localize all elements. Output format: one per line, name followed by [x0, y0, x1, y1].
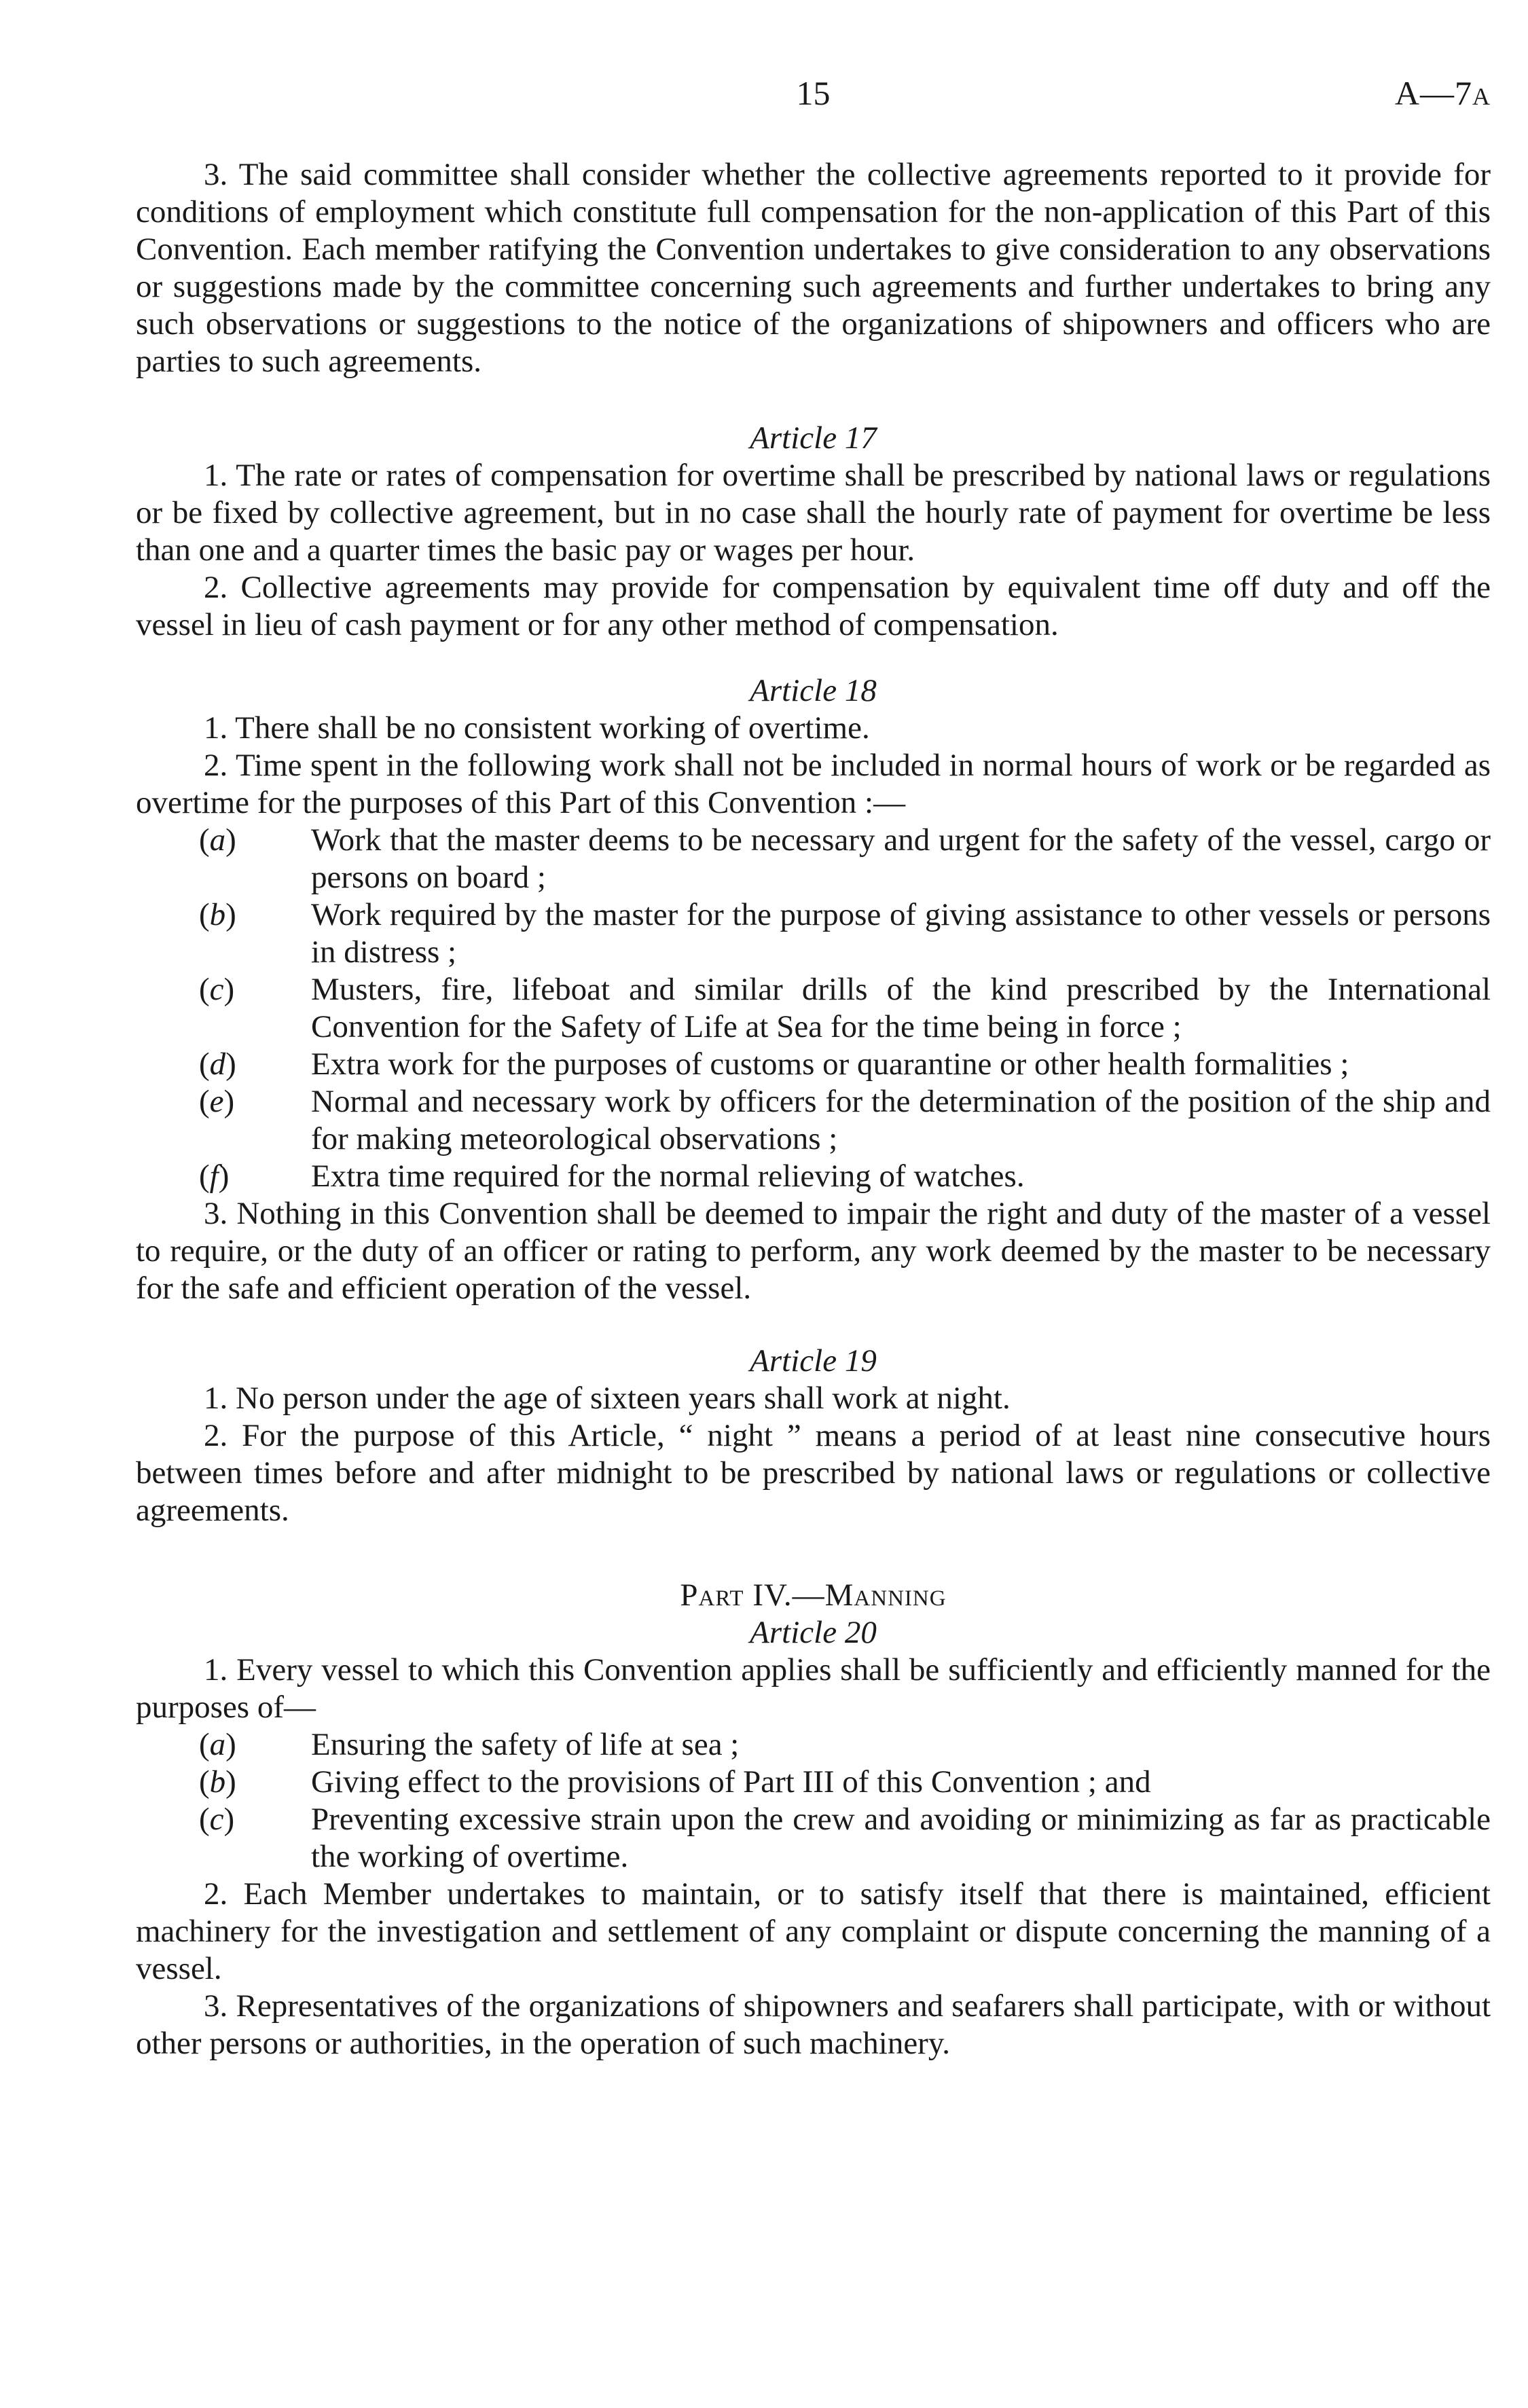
article-19-para-1: 1. No person under the age of sixteen years shall work at night. [204, 1381, 1011, 1416]
article-20-item-a: (a) Ensuring the safety of life at sea ; [199, 1727, 740, 1762]
item-label: e [209, 1084, 224, 1119]
article-20-item-c: (c) Preventing excessive strain upon the crew and avoiding or minimizing as far as practicable the working of overtime. [199, 1802, 1491, 1874]
doc-ref-suffix: A [1472, 83, 1491, 110]
item-label: f [209, 1159, 219, 1194]
article-17-para-2: 2. Collective agreements may provide for compensation by equivalent time off duty and off the vessel in lieu of cash payment or for any other method of compensation. [136, 570, 1491, 642]
item-label: c [209, 972, 224, 1007]
article-19-para-2: 2. For the purpose of this Article, “ night ” means a period of at least nine consecutive hours between times before and after midnight to be prescribed by national laws or regulations or collective agreements. [136, 1418, 1491, 1528]
article-18-item-c: (c) Musters, fire, lifeboat and similar drills of the kind prescribed by the International Convention for the Safety of Life at Sea for the time being in force ; [199, 972, 1491, 1044]
intro-paragraph: 3. The said committee shall consider whether the collective agreements reported to it provide for conditions of employment which constitute full compensation for the non-application of this Part of this Convention. Each member ratifying the Convention undertakes to give consideration to any observations or suggestions made by the committee concerning such agreements and further undertakes to bring any such observations or suggestions to the notice of the organizations of shipowners and officers who are parties to such agreements. [136, 157, 1491, 379]
item-text: Ensuring the safety of life at sea ; [311, 1727, 740, 1762]
article-18-heading: Article 18 [750, 673, 877, 708]
article-20-item-b: (b) Giving effect to the provisions of Part III of this Convention ; and [199, 1764, 1151, 1800]
article-18-item-b: (b) Work required by the master for the purpose of giving assistance to other vessels or persons in distress ; [199, 897, 1491, 970]
item-text: Work required by the master for the purpose of giving assistance to other vessels or persons in distress ; [311, 897, 1491, 970]
article-20-para-2: 2. Each Member undertakes to maintain, or to satisfy itself that there is maintained, efficient machinery for the investigation and settlement of any complaint or dispute concerning the manning of a vessel. [136, 1876, 1491, 1986]
article-18-para-3: 3. Nothing in this Convention shall be deemed to impair the right and duty of the master of a vessel to require, or the duty of an officer or rating to perform, any work deemed by the master to be necessary for the safe and efficient operation of the vessel. [136, 1196, 1491, 1306]
article-20-para-3: 3. Representatives of the organizations of shipowners and seafarers shall participate, with or without other persons or authorities, in the operation of such machinery. [136, 1988, 1491, 2061]
item-label: d [209, 1046, 226, 1082]
part-4-heading: Part IV.—Manning [680, 1577, 947, 1613]
article-20-heading: Article 20 [750, 1615, 877, 1650]
article-18-item-d: (d) Extra work for the purposes of customs or quarantine or other health formalities ; [199, 1046, 1349, 1082]
article-18-item-f: (f) Extra time required for the normal relieving of watches. [199, 1159, 1025, 1194]
running-header [136, 0, 1491, 156]
item-text: Preventing excessive strain upon the crew and avoiding or minimizing as far as practicable the working of overtime. [311, 1802, 1491, 1874]
item-text: Extra work for the purposes of customs or quarantine or other health formalities ; [311, 1046, 1349, 1082]
item-label: b [209, 1764, 226, 1800]
item-text: Extra time required for the normal relieving of watches. [311, 1159, 1025, 1194]
item-text: Normal and necessary work by officers for the determination of the position of the ship and for making meteorological observations ; [311, 1084, 1491, 1156]
article-19-heading: Article 19 [750, 1343, 877, 1379]
item-text: Work that the master deems to be necessary and urgent for the safety of the vessel, cargo or persons on board ; [311, 822, 1491, 895]
article-18-item-a: (a) Work that the master deems to be necessary and urgent for the safety of the vessel, cargo or persons on board ; [199, 822, 1491, 895]
item-label: b [209, 897, 226, 932]
article-17-para-1: 1. The rate or rates of compensation for overtime shall be prescribed by national laws or regulations or be fixed by collective agreement, but in no case shall the hourly rate of payment for overtime be less than one and a quarter times the basic pay or wages per hour. [136, 458, 1491, 568]
article-20-para-1: 1. Every vessel to which this Convention applies shall be sufficiently and efficiently manned for the purposes of— [136, 1652, 1491, 1725]
document-page [136, 0, 1491, 2062]
article-18-para-1: 1. There shall be no consistent working of overtime. [204, 710, 870, 746]
item-label: c [209, 1802, 224, 1837]
item-text: Musters, fire, lifeboat and similar drills of the kind prescribed by the International Convention for the Safety of Life at Sea for the time being in force ; [311, 972, 1491, 1044]
item-label: a [209, 1727, 226, 1762]
item-text: Giving effect to the provisions of Part III of this Convention ; and [311, 1764, 1151, 1800]
article-18-item-e: (e) Normal and necessary work by officers for the determination of the position of the ship and for making meteorological observations ; [199, 1084, 1491, 1156]
document-reference [1395, 73, 1491, 113]
page-number: 15 [796, 74, 831, 112]
article-17-heading: Article 17 [750, 420, 877, 456]
item-label: a [209, 822, 226, 858]
doc-ref-main: A—7 [1394, 74, 1472, 112]
article-18-para-2: 2. Time spent in the following work shall not be included in normal hours of work or be regarded as overtime for the purposes of this Part of this Convention :— [136, 748, 1491, 820]
